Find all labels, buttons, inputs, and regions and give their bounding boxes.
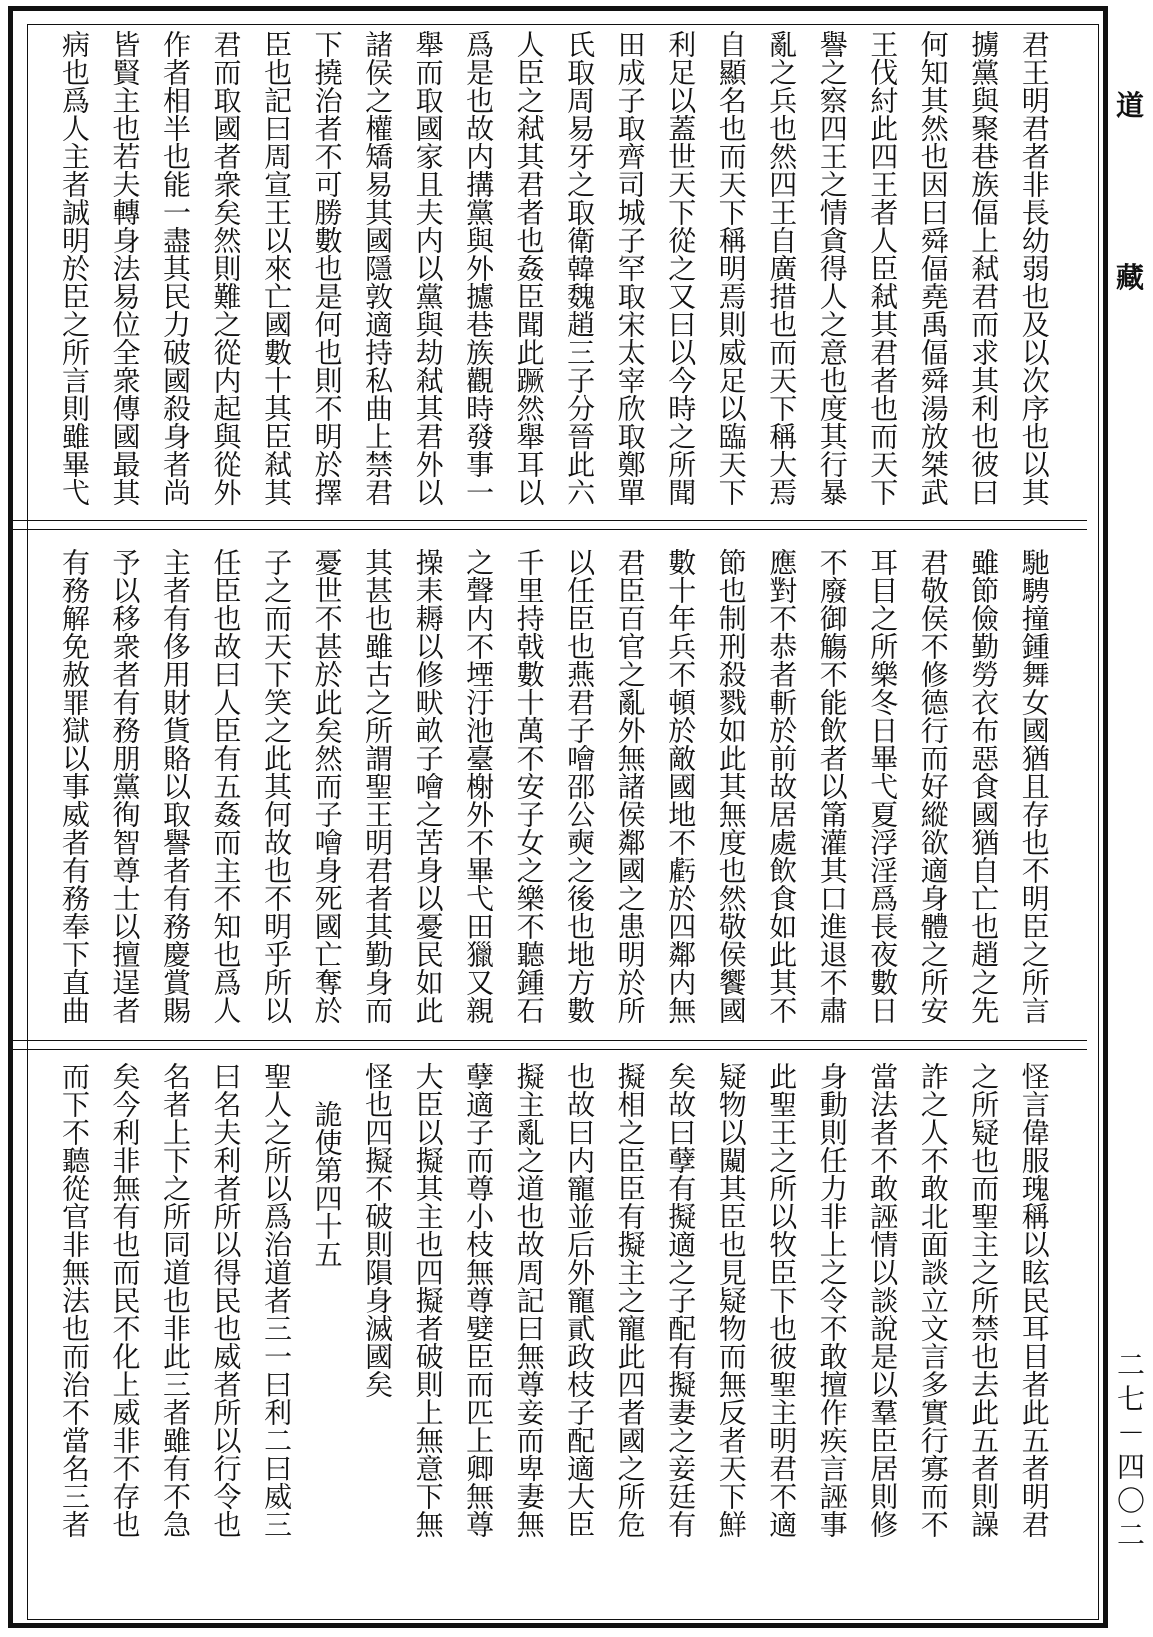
text-column: 詐之人不敢北面談立文言多實行寡而不 (916, 1062, 950, 1538)
text-column: 操耒耨以修畎畝子噲之苦身以憂民如此 (411, 548, 445, 1024)
text-column: 君敬侯不修德行而好縱欲適身體之所安 (916, 548, 950, 1024)
text-column: 諸侯之權矯易其國隱敦適持私曲上禁君 (361, 30, 395, 506)
text-column: 矣今利非無有也而民不化上威非不存也 (108, 1062, 142, 1538)
text-column: 利足以蓋世天下從之又曰以今時之所聞 (664, 30, 698, 506)
text-column: 氏取周易牙之取衛韓魏趙三子分晉此六 (563, 30, 597, 506)
text-column: 舉而取國家且夫内以黨與劫弒其君外以 (411, 30, 445, 506)
text-column: 怪也四擬不破則隕身滅國矣 (361, 1062, 395, 1398)
text-column: 予以移衆者有務朋黨徇智尊士以擅逞者 (108, 548, 142, 1024)
text-column: 自顯名也而天下稱明焉則威足以臨天下 (714, 30, 748, 506)
text-column: 下撓治者不可勝數也是何也則不明於擇 (310, 30, 344, 506)
text-column: 馳騁撞鍾舞女國猶且存也不明臣之所言 (1017, 548, 1051, 1024)
text-column: 子之而天下笑之此其何故也不明乎所以 (260, 548, 294, 1024)
text-column: 其甚也雖古之所謂聖王明君者其勤身而 (361, 548, 395, 1024)
margin-page-number: 二七－四〇二 (1113, 1350, 1146, 1554)
text-column: 身動則任力非上之令不敢擅作疾言誣事 (815, 1062, 849, 1538)
text-column: 矣故曰孽有擬適之子配有擬妻之妾廷有 (664, 1062, 698, 1538)
register-divider-lower (13, 1040, 1087, 1050)
text-column: 疑物以闚其臣也見疑物而無反者天下鮮 (714, 1062, 748, 1538)
text-register-bottom (54, 1062, 1054, 1582)
text-column: 曰名夫利者所以得民也威者所以行令也 (209, 1062, 243, 1538)
text-column: 大臣以擬其主也四擬者破則上無意下無 (411, 1062, 445, 1538)
text-column: 詭使第四十五 (310, 1100, 344, 1268)
margin-title-char-1: 道 (1115, 89, 1144, 122)
register-divider-upper (13, 520, 1087, 530)
text-column: 擬相之臣臣有擬主之寵此四者國之所危 (613, 1062, 647, 1538)
text-column: 君而取國者衆矣然則難之從内起與從外 (209, 30, 243, 506)
text-column: 之聲内不堙汙池臺榭外不畢弋田獵又親 (462, 548, 496, 1024)
text-register-top (54, 30, 1054, 508)
text-column: 雖節儉勤勞衣布惡食國猶自亡也趙之先 (967, 548, 1001, 1024)
text-column: 君臣百官之亂外無諸侯鄰國之患明於所 (613, 548, 647, 1024)
text-column: 應對不恭者斬於前故居處飲食如此其不 (765, 548, 799, 1024)
text-column: 此聖王之所以牧臣下也彼聖主明君不適 (765, 1062, 799, 1538)
text-column: 擬主亂之道也故周記曰無尊妾而卑妻無 (512, 1062, 546, 1538)
text-column: 擄黨與聚巷族偪上弒君而求其利也彼曰 (967, 30, 1001, 506)
text-column: 孽適子而尊小枝無尊嬖臣而匹上卿無尊 (462, 1062, 496, 1538)
text-column: 而下不聽從官非無法也而治不當名三者 (58, 1062, 91, 1538)
text-column: 作者相半也能一盡其民力破國殺身者尚 (159, 30, 193, 506)
text-column: 任臣也故曰人臣有五姦而主不知也爲人 (209, 548, 243, 1024)
text-register-middle (54, 548, 1054, 1026)
text-column: 王伐紂此四王者人臣弒其君者也而天下 (866, 30, 900, 506)
text-column: 人臣之弒其君者也姦臣聞此蹶然舉耳以 (512, 30, 546, 506)
text-column: 憂世不甚於此矣然而子噲身死國亡奪於 (310, 548, 344, 1024)
text-column: 臣也記曰周宣王以來亡國數十其臣弒其 (260, 30, 294, 506)
text-column: 主者有侈用財貨賂以取譽者有務慶賞賜 (159, 548, 193, 1024)
text-column: 不廢御觴不能飲者以筩灌其口進退不肅 (815, 548, 849, 1024)
text-column: 何知其然也因曰舜偪堯禹偪舜湯放桀武 (916, 30, 950, 506)
text-column: 耳目之所樂冬日畢弋夏浮淫爲長夜數日 (866, 548, 900, 1024)
margin-title-char-2: 藏 (1115, 261, 1144, 294)
text-column: 之所疑也而聖主之所禁也去此五者則譟 (967, 1062, 1001, 1538)
text-column: 亂之兵也然四王自廣措也而天下稱大焉 (765, 30, 799, 506)
text-column: 譽之察四王之情貪得人之意也度其行暴 (815, 30, 849, 506)
text-column: 君王明君者非長幼弱也及以次序也以其 (1017, 30, 1051, 506)
text-column: 病也爲人主者誠明於臣之所言則雖畢弋 (58, 30, 91, 506)
text-column: 爲是也故内搆黨與外攄巷族觀時發事一 (462, 30, 496, 506)
text-column: 以任臣也燕君子噲邵公奭之後也地方數 (563, 548, 597, 1024)
text-column: 名者上下之所同道也非此三者雖有不急 (159, 1062, 193, 1538)
text-column: 皆賢主也若夫轉身法易位全衆傳國最其 (108, 30, 142, 506)
text-column: 怪言偉服瑰稱以眩民耳目者此五者明君 (1017, 1062, 1051, 1538)
text-column: 聖人之所以爲治道者三一曰利二曰威三 (260, 1062, 294, 1538)
text-column: 當法者不敢誣情以談說是以羣臣居則修 (866, 1062, 900, 1538)
text-column: 有務解免赦罪獄以事威者有務奉下直曲 (58, 548, 91, 1024)
text-column: 節也制刑殺戮如此其無度也然敬侯饗國 (714, 548, 748, 1024)
text-column: 千里持戟數十萬不安子女之樂不聽鍾石 (512, 548, 546, 1024)
text-column: 也故曰内寵並后外寵貳政枝子配適大臣 (563, 1062, 597, 1538)
text-column: 田成子取齊司城子罕取宋太宰欣取鄭單 (613, 30, 647, 506)
text-column: 數十年兵不頓於敵國地不虧於四鄰内無 (664, 548, 698, 1024)
